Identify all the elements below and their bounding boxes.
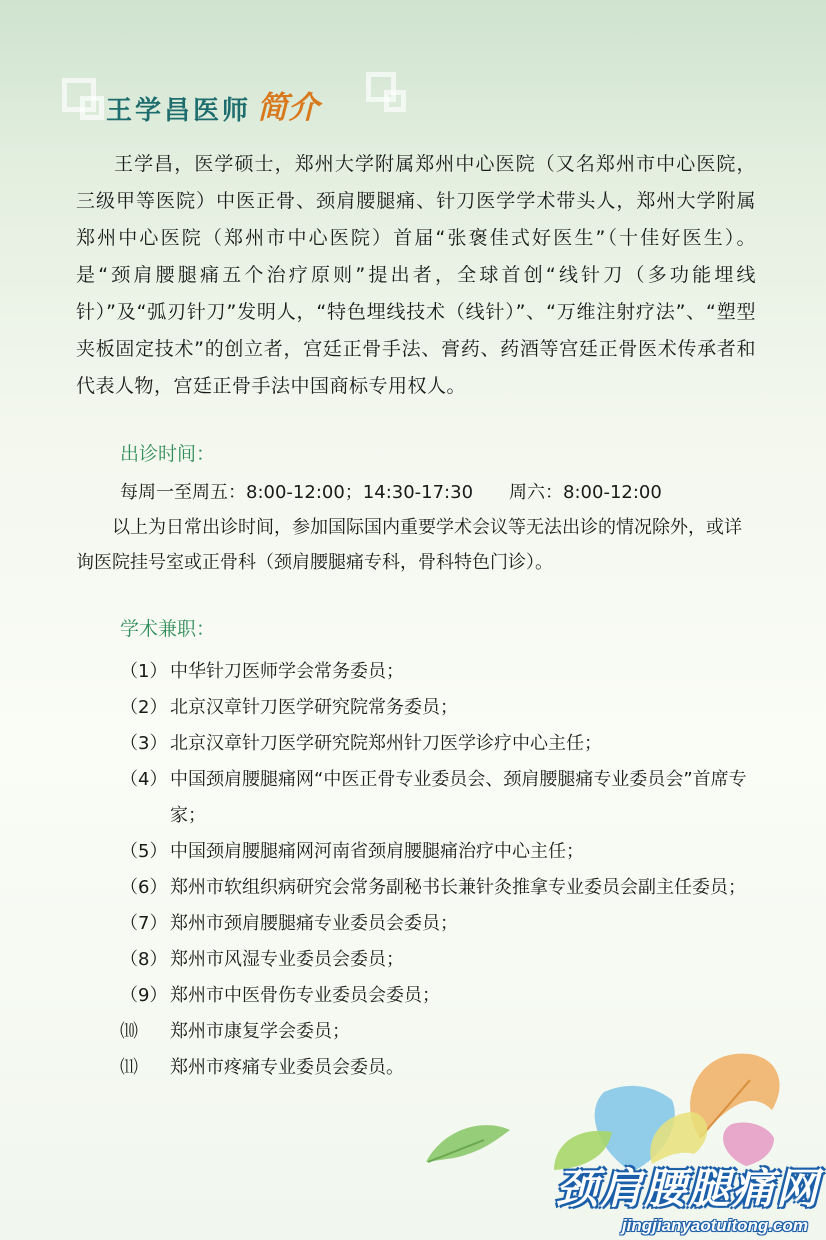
- position-text: 北京汉章针刀医学研究院郑州针刀医学诊疗中心主任；: [170, 733, 602, 754]
- schedule-heading: 出诊时间：: [120, 443, 216, 465]
- position-number: （9）: [120, 985, 168, 1006]
- site-watermark: [556, 1164, 820, 1236]
- position-text: 郑州市疼痛专业委员会委员。: [170, 1057, 404, 1078]
- ginkgo-leaf-green: [424, 1118, 514, 1168]
- position-number: （1）: [120, 661, 168, 682]
- position-text: 中国颈肩腰腿痛网河南省颈肩腰腿痛治疗中心主任；: [170, 841, 584, 862]
- position-number: ⑾: [120, 1057, 138, 1078]
- position-number: （5）: [120, 841, 168, 862]
- position-item: [120, 834, 756, 870]
- main-content: [76, 146, 756, 1086]
- position-text: 郑州市康复学会委员；: [170, 1021, 350, 1042]
- position-number: （6）: [120, 877, 168, 898]
- position-item: [120, 870, 756, 906]
- positions-list: [120, 654, 756, 1086]
- position-number: （3）: [120, 733, 168, 754]
- position-item: [120, 1014, 756, 1050]
- position-item: [120, 726, 756, 762]
- position-item: [120, 690, 756, 726]
- schedule-hours: 每周一至周五：8:00-12:00；14:30-17:30 周六：8:00-12:00: [120, 482, 662, 503]
- position-text: 中国颈肩腰腿痛网“中医正骨专业委员会、颈肩腰腿痛专业委员会”首席专家；: [170, 769, 747, 826]
- title-accent: 简介: [257, 90, 320, 126]
- position-item: [120, 654, 756, 690]
- position-text: 郑州市风湿专业委员会委员；: [170, 949, 404, 970]
- position-item: [120, 906, 756, 942]
- title-main: 王学昌医师: [106, 96, 252, 126]
- position-text: 郑州市软组织病研究会常务副秘书长兼针灸推拿专业委员会副主任委员；: [170, 877, 746, 898]
- page-title: [106, 82, 319, 128]
- schedule-note: 以上为日常出诊时间，参加国际国内重要学术会议等无法出诊的情况除外，或详询医院挂号室或正骨科（颈肩腰腿痛专科，骨科特色门诊）。: [76, 517, 742, 573]
- positions-heading: 学术兼职：: [120, 618, 216, 640]
- position-item: [120, 762, 756, 834]
- position-text: 郑州市中医骨伤专业委员会委员；: [170, 985, 440, 1006]
- position-number: （7）: [120, 913, 168, 934]
- position-text: 北京汉章针刀医学研究院常务委员；: [170, 697, 458, 718]
- position-number: （2）: [120, 697, 168, 718]
- decorative-square: [384, 90, 406, 112]
- position-item: [120, 1050, 756, 1086]
- ginkgo-leaf-yellow: [644, 1110, 714, 1166]
- intro-paragraph: 王学昌，医学硕士，郑州大学附属郑州中心医院（又名郑州市中心医院，三级甲等医院）中医正骨、颈肩腰腿痛、针刀医学学术带头人，郑州大学附属郑州中心医院（郑州市中心医院）首届“张褒佳式好医生”（十佳好医生）。 是“颈肩腰腿痛五个治疗原则”提出者，全球首创“线针刀（多功能埋线针）”及“弧刃针刀”发明人，“特色埋线技术（线针）”、“万维注射疗法”、“塑型夹板固定技术”的创立者，宫廷正骨手法、膏药、药酒等宫廷正骨医术传承者和代表人物，宫廷正骨手法中国商标专用权人。: [76, 153, 756, 397]
- position-item: [120, 978, 756, 1014]
- position-item: [120, 942, 756, 978]
- position-number: （4）: [120, 769, 168, 790]
- position-number: （8）: [120, 949, 168, 970]
- decorative-square: [80, 96, 104, 120]
- position-text: 郑州市颈肩腰腿痛专业委员会委员；: [170, 913, 458, 934]
- position-number: ⑽: [120, 1021, 138, 1042]
- watermark-url: jingjianyaotuitong.com: [621, 1216, 808, 1235]
- position-text: 中华针刀医师学会常务委员；: [170, 661, 404, 682]
- ginkgo-leaf-pink: [716, 1122, 776, 1168]
- watermark-name: 颈肩腰腿痛网: [555, 1164, 820, 1213]
